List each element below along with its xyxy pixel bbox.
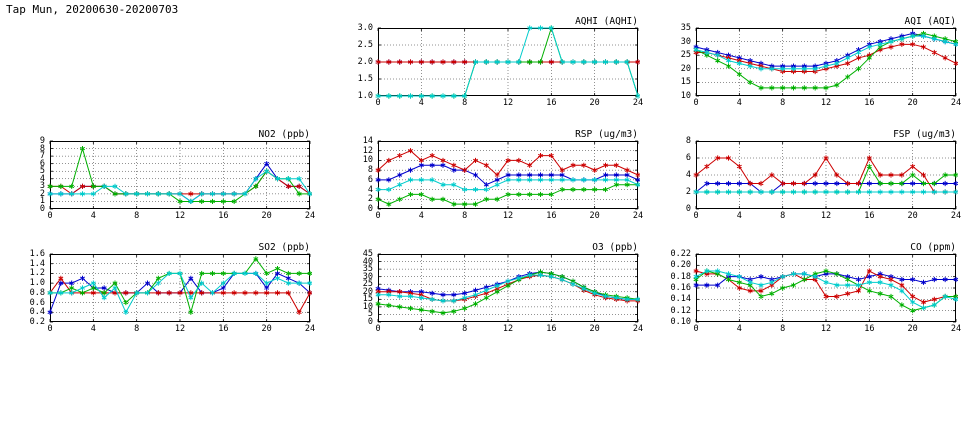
ytick-so2: 0.6	[29, 297, 45, 308]
xtick-fsp: 8	[780, 211, 786, 221]
chart-title-fsp: FSP (ug/m3)	[893, 129, 956, 140]
xtick-aqhi: 20	[589, 98, 600, 108]
plot-canvas-aqhi	[352, 18, 640, 110]
ytick-o3: 10	[362, 301, 373, 312]
xtick-fsp: 4	[736, 211, 742, 221]
series-no2-0	[48, 161, 312, 204]
xtick-o3: 0	[375, 324, 381, 334]
ytick-aqhi: 1.0	[357, 91, 373, 101]
xtick-so2: 0	[47, 324, 53, 334]
ytick-co: 0.14	[670, 294, 691, 305]
xtick-fsp: 24	[950, 211, 962, 221]
ytick-aqhi: 1.5	[357, 74, 373, 84]
ytick-so2: 1.0	[29, 278, 45, 289]
xtick-rsp: 4	[418, 211, 424, 221]
ytick-so2: 1.4	[29, 258, 45, 269]
ytick-rsp: 8	[367, 165, 373, 176]
series-aqi-2	[694, 31, 958, 91]
xtick-o3: 12	[502, 324, 514, 334]
xtick-co: 0	[693, 324, 699, 334]
xtick-no2: 16	[218, 211, 229, 221]
ytick-co: 0.16	[670, 283, 691, 293]
ytick-co: 0.10	[670, 317, 691, 327]
ytick-o3: 35	[362, 264, 373, 275]
xtick-fsp: 12	[820, 211, 832, 221]
ytick-aqi: 10	[680, 91, 691, 101]
plot-canvas-rsp	[352, 131, 640, 223]
plot-canvas-o3	[352, 244, 640, 336]
plot-canvas-fsp	[670, 131, 958, 223]
chart-o3	[352, 242, 644, 336]
ytick-no2: 9	[39, 136, 45, 146]
ytick-fsp: 6	[685, 153, 691, 163]
ytick-so2: 0.4	[29, 307, 45, 318]
ytick-o3: 20	[362, 286, 373, 297]
ytick-no2: 2	[39, 188, 45, 199]
xtick-aqhi: 12	[502, 98, 514, 108]
xtick-no2: 8	[134, 211, 140, 221]
ytick-no2: 4	[39, 173, 45, 184]
ytick-o3: 30	[362, 271, 373, 282]
xtick-co: 8	[780, 324, 786, 334]
chart-title-rsp: RSP (ug/m3)	[575, 129, 638, 140]
xtick-o3: 24	[632, 324, 644, 334]
ytick-aqi: 35	[680, 23, 691, 33]
xtick-aqi: 12	[820, 98, 832, 108]
xtick-rsp: 8	[462, 211, 468, 221]
xtick-co: 12	[820, 324, 832, 334]
chart-title-co: CO (ppm)	[910, 242, 956, 253]
xtick-fsp: 0	[693, 211, 699, 221]
series-fsp-3	[694, 189, 958, 194]
xtick-rsp: 12	[502, 211, 514, 221]
ytick-so2: 1.2	[29, 268, 45, 279]
xtick-aqi: 20	[907, 98, 918, 108]
ytick-o3: 5	[367, 309, 373, 320]
ytick-rsp: 12	[362, 145, 373, 156]
xtick-aqi: 8	[780, 98, 786, 108]
ytick-fsp: 8	[685, 136, 691, 146]
ytick-aqi: 20	[680, 63, 691, 74]
xtick-aqhi: 24	[632, 98, 644, 108]
ytick-rsp: 0	[367, 204, 373, 214]
xtick-o3: 8	[462, 324, 468, 334]
ytick-rsp: 4	[367, 184, 373, 195]
ytick-o3: 15	[362, 294, 373, 305]
xtick-rsp: 16	[546, 211, 557, 221]
ytick-rsp: 14	[362, 136, 373, 146]
series-rsp-2	[376, 182, 640, 207]
ytick-fsp: 2	[685, 187, 691, 197]
xtick-so2: 8	[134, 324, 140, 334]
xtick-co: 4	[736, 324, 742, 334]
xtick-o3: 4	[418, 324, 424, 334]
ytick-so2: 0.8	[29, 287, 45, 298]
xtick-so2: 4	[90, 324, 96, 334]
xtick-aqhi: 16	[546, 98, 557, 108]
ytick-no2: 1	[39, 196, 45, 207]
chart-co	[670, 242, 962, 336]
ytick-aqi: 30	[680, 36, 691, 47]
xtick-no2: 20	[261, 211, 272, 221]
ytick-rsp: 6	[367, 174, 373, 185]
xtick-fsp: 20	[907, 211, 918, 221]
ytick-o3: 25	[362, 279, 373, 290]
ytick-no2: 3	[39, 181, 45, 192]
ytick-no2: 5	[39, 166, 45, 177]
xtick-rsp: 20	[589, 211, 600, 221]
xtick-aqi: 24	[950, 98, 962, 108]
xtick-fsp: 16	[864, 211, 875, 221]
xtick-aqhi: 8	[462, 98, 468, 108]
series-co-0	[694, 271, 958, 288]
ytick-rsp: 2	[367, 194, 373, 205]
page-title: Tap Mun, 20200630-20200703	[6, 3, 179, 16]
ytick-o3: 45	[362, 249, 373, 259]
ytick-co: 0.20	[670, 260, 691, 271]
plot-canvas-so2	[24, 244, 312, 336]
chart-aqhi	[352, 16, 644, 110]
xtick-no2: 4	[90, 211, 96, 221]
ytick-aqhi: 2.5	[357, 40, 373, 50]
xtick-no2: 12	[174, 211, 186, 221]
ytick-o3: 0	[367, 317, 373, 327]
ytick-no2: 6	[39, 158, 45, 169]
xtick-aqhi: 0	[375, 98, 381, 108]
xtick-so2: 24	[304, 324, 316, 334]
ytick-fsp: 0	[685, 204, 691, 214]
chart-title-no2: NO2 (ppb)	[258, 129, 310, 140]
ytick-no2: 0	[39, 204, 45, 214]
ytick-no2: 7	[39, 151, 45, 162]
chart-aqi	[670, 16, 962, 110]
xtick-co: 20	[907, 324, 918, 334]
chart-title-aqhi: AQHI (AQHI)	[575, 16, 638, 27]
xtick-aqi: 0	[693, 98, 699, 108]
chart-title-aqi: AQI (AQI)	[904, 16, 956, 27]
plot-canvas-no2	[24, 131, 312, 223]
xtick-o3: 16	[546, 324, 557, 334]
ytick-aqhi: 3.0	[357, 23, 373, 33]
ytick-co: 0.12	[670, 305, 691, 316]
chart-no2	[24, 129, 316, 223]
ytick-fsp: 4	[685, 170, 691, 180]
ytick-aqi: 15	[680, 77, 691, 88]
xtick-so2: 16	[218, 324, 229, 334]
chart-so2	[24, 242, 316, 336]
ytick-so2: 1.6	[29, 249, 45, 259]
xtick-aqi: 16	[864, 98, 875, 108]
ytick-co: 0.18	[670, 271, 691, 282]
xtick-aqi: 4	[736, 98, 742, 108]
ytick-o3: 40	[362, 256, 373, 267]
ytick-aqi: 25	[680, 50, 691, 61]
xtick-so2: 20	[261, 324, 272, 334]
xtick-co: 16	[864, 324, 875, 334]
xtick-rsp: 24	[632, 211, 644, 221]
plot-canvas-co	[670, 244, 958, 336]
chart-fsp	[670, 129, 962, 223]
chart-title-o3: O3 (ppb)	[592, 242, 638, 253]
chart-rsp	[352, 129, 644, 223]
xtick-aqhi: 4	[418, 98, 424, 108]
ytick-rsp: 10	[362, 155, 373, 166]
xtick-no2: 0	[47, 211, 53, 221]
ytick-co: 0.22	[670, 249, 691, 259]
plot-canvas-aqi	[670, 18, 958, 110]
ytick-aqhi: 2.0	[357, 57, 373, 67]
ytick-so2: 0.2	[29, 317, 45, 327]
xtick-so2: 12	[174, 324, 186, 334]
ytick-no2: 8	[39, 143, 45, 154]
chart-title-so2: SO2 (ppb)	[258, 242, 310, 253]
xtick-rsp: 0	[375, 211, 381, 221]
xtick-co: 24	[950, 324, 962, 334]
xtick-no2: 24	[304, 211, 316, 221]
xtick-o3: 20	[589, 324, 600, 334]
